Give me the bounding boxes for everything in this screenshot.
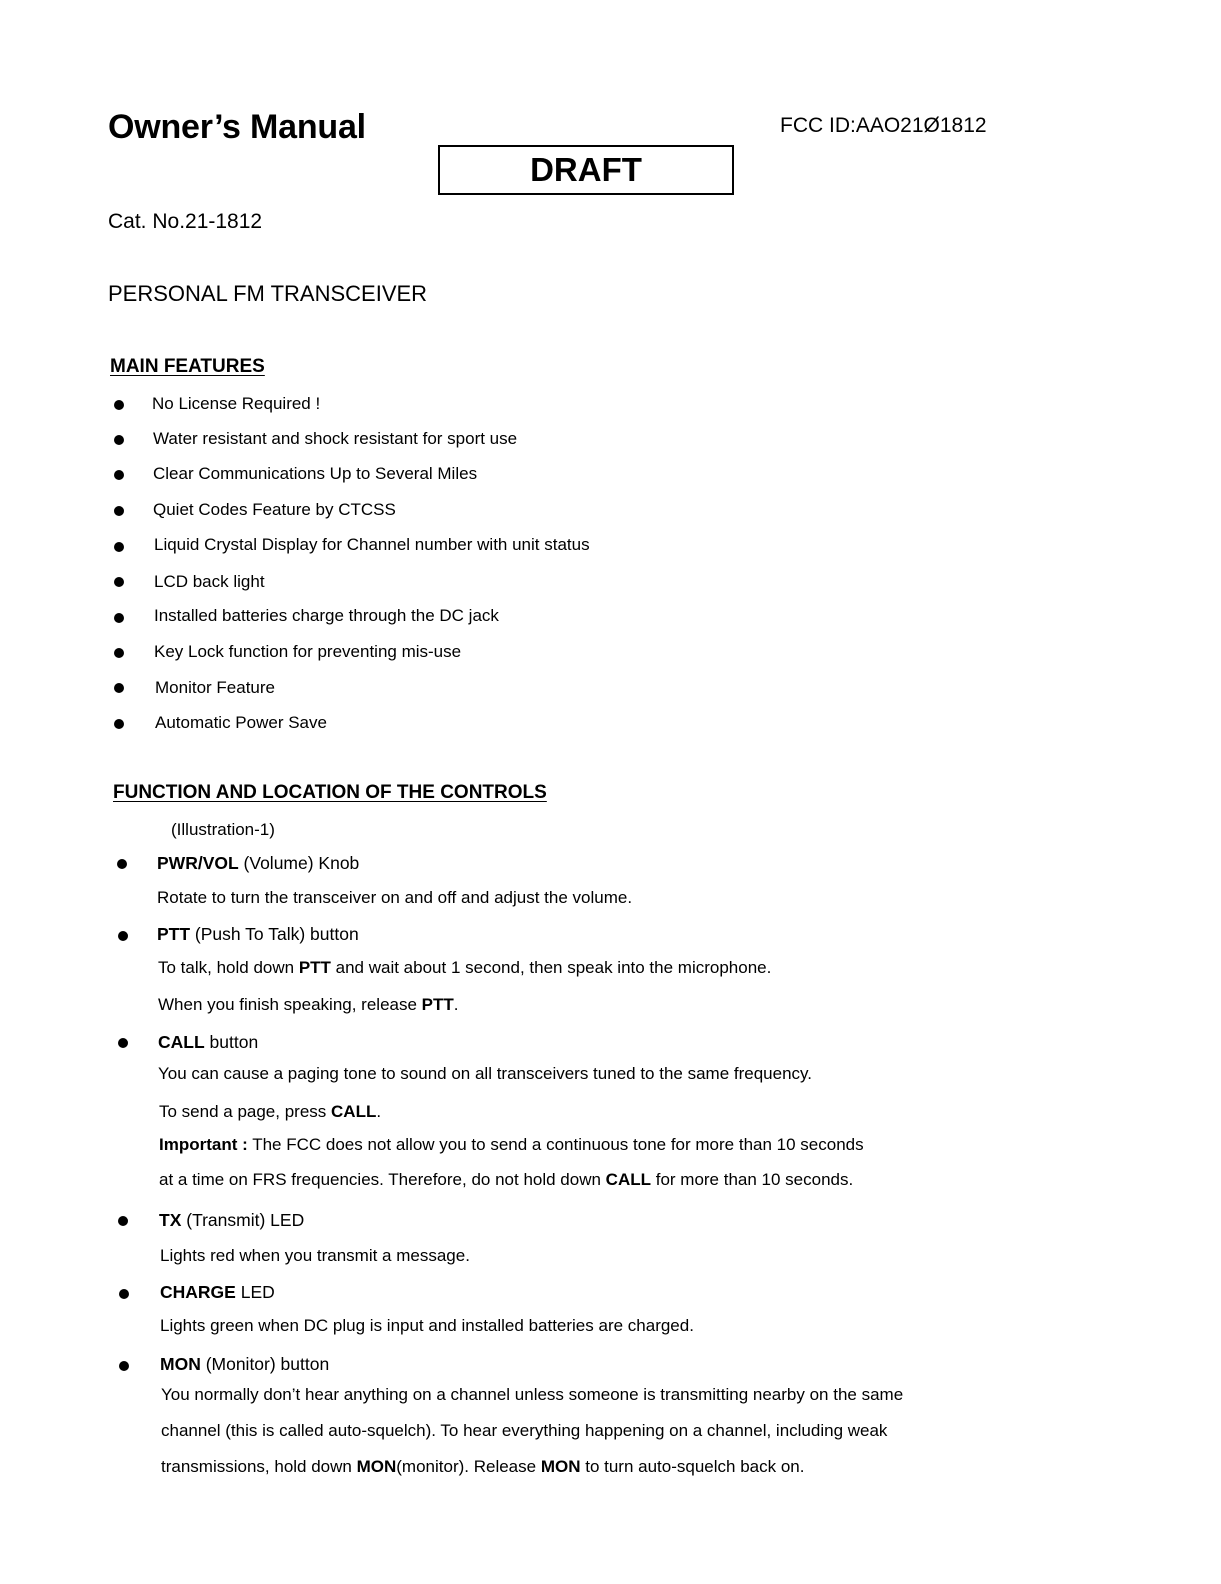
control-title-charge: CHARGE LED (160, 1282, 275, 1302)
list-item: Clear Communications Up to Several Miles (153, 464, 478, 483)
list-item: Water resistant and shock resistant for sport use (153, 429, 518, 448)
control-desc: You normally don’t hear anything on a channel unless someone is transmitting nearby on the same (161, 1385, 904, 1404)
list-item: Monitor Feature (155, 678, 275, 697)
bullet-icon (114, 613, 124, 623)
list-item: Installed batteries charge through the DC jack (154, 606, 499, 625)
control-desc: at a time on FRS frequencies. Therefore, do not hold down CALL for more than 10 seconds. (159, 1170, 854, 1189)
control-desc: When you finish speaking, release PTT. (158, 995, 459, 1014)
bullet-icon (114, 506, 124, 516)
bullet-icon (114, 542, 124, 552)
product-name: PERSONAL FM TRANSCEIVER (108, 281, 428, 306)
list-item: No License Required ! (152, 394, 321, 413)
catalog-number: Cat. No.21-1812 (108, 210, 263, 233)
bullet-icon (114, 683, 124, 693)
controls-heading: FUNCTION AND LOCATION OF THE CONTROLS (113, 782, 547, 803)
bullet-icon (118, 1038, 128, 1048)
control-desc: Lights green when DC plug is input and installed batteries are charged. (160, 1316, 694, 1335)
control-desc: To send a page, press CALL. (159, 1102, 382, 1121)
bullet-icon (114, 470, 124, 480)
control-title-ptt: PTT (Push To Talk) button (157, 924, 359, 944)
page-title: Owner’s Manual (108, 108, 366, 146)
illustration-reference: (Illustration-1) (171, 820, 275, 839)
control-desc: Lights red when you transmit a message. (160, 1246, 470, 1265)
control-title-mon: MON (Monitor) button (160, 1354, 330, 1374)
bullet-icon (119, 1361, 129, 1371)
draft-stamp (438, 145, 734, 195)
list-item: Quiet Codes Feature by CTCSS (153, 500, 396, 519)
bullet-icon (118, 1216, 128, 1226)
control-title-call: CALL button (158, 1032, 259, 1052)
bullet-icon (114, 577, 124, 587)
bullet-icon (119, 1289, 129, 1299)
control-desc: channel (this is called auto-squelch). To hear everything happening on a channel, including weak (161, 1421, 888, 1440)
fcc-id: FCC ID:AAO21Ø1812 (780, 114, 987, 137)
draft-label: DRAFT (530, 151, 642, 188)
bullet-icon (114, 400, 124, 410)
bullet-icon (114, 648, 124, 658)
main-features-heading: MAIN FEATURES (110, 356, 265, 377)
control-desc: Rotate to turn the transceiver on and off and adjust the volume. (157, 888, 633, 907)
bullet-icon (118, 931, 128, 941)
important-note: Important : The FCC does not allow you to send a continuous tone for more than 10 seconds (159, 1135, 864, 1154)
control-desc: You can cause a paging tone to sound on all transceivers tuned to the same frequency. (158, 1064, 812, 1083)
control-desc: transmissions, hold down MON(monitor). Release MON to turn auto-squelch back on. (161, 1457, 805, 1476)
list-item: Liquid Crystal Display for Channel number with unit status (154, 535, 590, 554)
list-item: LCD back light (154, 572, 265, 591)
list-item: Automatic Power Save (155, 713, 327, 732)
bullet-icon (117, 859, 127, 869)
bullet-icon (114, 719, 124, 729)
list-item: Key Lock function for preventing mis-use (154, 642, 462, 661)
control-title-tx: TX (Transmit) LED (159, 1210, 305, 1230)
control-title-pwr-vol: PWR/VOL (Volume) Knob (157, 853, 360, 873)
control-desc: To talk, hold down PTT and wait about 1 second, then speak into the microphone. (158, 958, 772, 977)
bullet-icon (114, 435, 124, 445)
